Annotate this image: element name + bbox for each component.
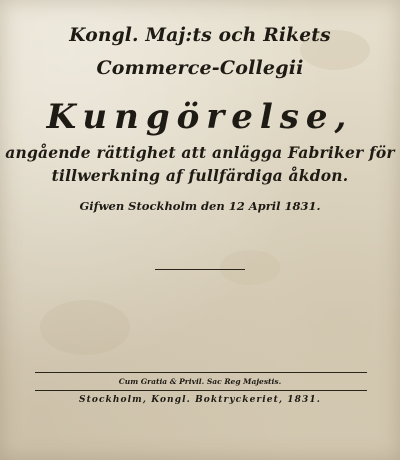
date-given: Gifwen Stockholm den 12 April 1831. [79,199,321,213]
paper-stain [40,300,130,355]
subtitle-line-1: angående rättighet att anlägga Fabriker för [5,143,395,162]
bottom-rule [35,390,367,391]
subtitle-line-2: tillwerkning af fullfärdiga åkdon. [51,166,349,185]
printer-imprint: Stockholm, Kongl. Boktryckeriet, 1831. [79,395,321,405]
issuer-heading-line-1: Kongl. Maj:ts och Rikets [69,24,331,46]
ornamental-divider [155,269,245,270]
paper-stain [220,250,280,285]
document-title: Kungörelse, [46,97,354,137]
issuer-heading-line-2: Commerce-Collegii [96,57,304,79]
top-rule [35,372,367,373]
royal-privilege-line: Cum Gratia & Privil. Sac Reg Majestis. [118,377,282,386]
